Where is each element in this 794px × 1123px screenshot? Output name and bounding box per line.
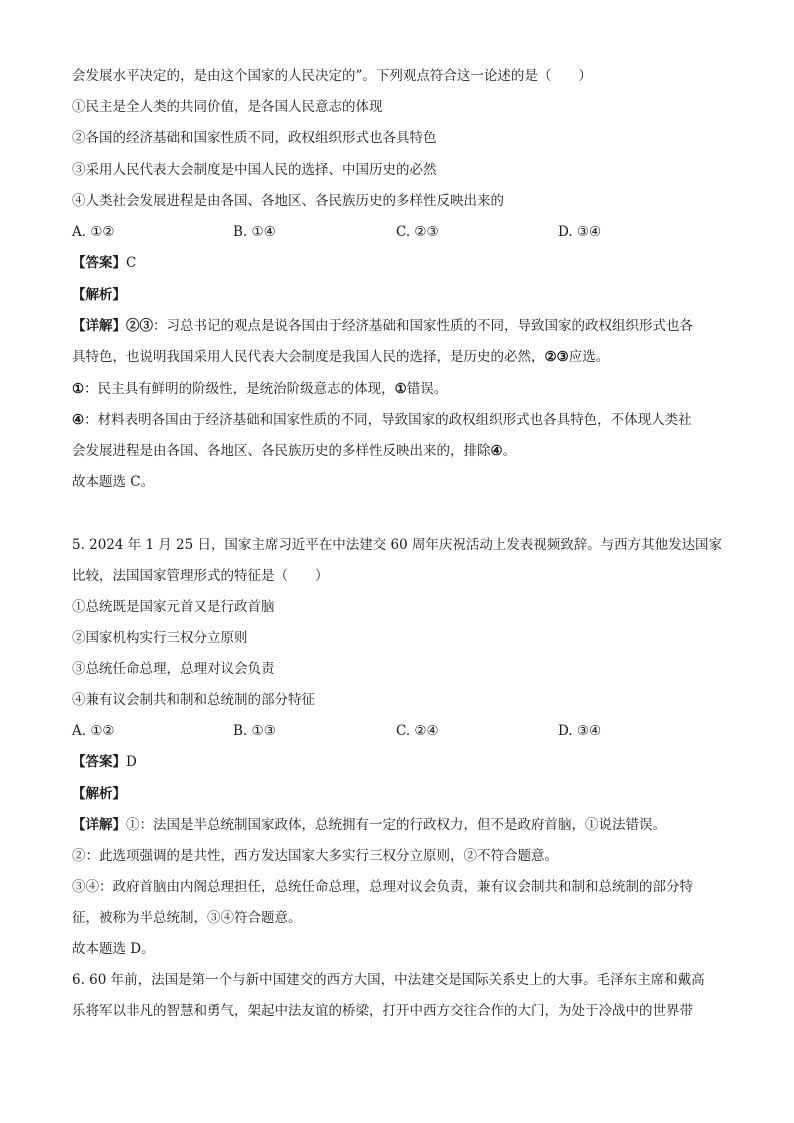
q5-option-a: A. ①②	[72, 723, 115, 739]
q5-detail-line-3: ③④：政府首脑由内阁总理担任，总统任命总理，总理对议会负责，兼有议会制共和制和总统制的部分特	[72, 879, 693, 895]
q5-item-4: ④兼有议会制共和制和总统制的部分特征	[72, 692, 315, 708]
q5-stem-line-1: 5. 2024 年 1 月 25 日，国家主席习近平在中法建交 60 周年庆祝活动上发表视频致辞。与西方其他发达国家	[72, 537, 723, 553]
q5-detail-line-2: ②：此选项强调的是共性，西方发达国家大多实行三权分立原则，②不符合题意。	[72, 848, 558, 864]
q5-answer: D	[126, 754, 137, 770]
q4-detail-line-5: 会发展进程是由各国、各地区、各民族历史的多样性反映出来的，排除④。	[72, 443, 517, 459]
q4-item-2: ②各国的经济基础和国家性质不同，政权组织形式也各具特色	[72, 130, 437, 146]
q4-answer-line	[72, 253, 136, 273]
q4-option-d: D. ③④	[558, 224, 602, 240]
q5-option-b: B. ①③	[233, 723, 276, 739]
q4-option-a: A. ①②	[72, 224, 115, 240]
q4-detail-line-4: ④：材料表明各国由于经济基础和国家性质的不同，导致国家的政权组织形式也各具特色，不体现人类社	[72, 412, 692, 428]
q4-answer-tag: 【答案】	[72, 255, 126, 271]
q4-detail-line-3: ①：民主具有鲜明的阶级性，是统治阶级意志的体现，①错误。	[72, 381, 448, 397]
q4-item-1: ①民主是全人类的共同价值，是各国人民意志的体现	[72, 99, 383, 115]
q4-item-4: ④人类社会发展进程是由各国、各地区、各民族历史的多样性反映出来的	[72, 193, 504, 209]
q4-option-c: C. ②③	[396, 224, 439, 240]
q4-answer: C	[126, 255, 137, 271]
q5-item-2: ②国家机构实行三权分立原则	[72, 630, 248, 646]
q6-stem-line-2: 乐将军以非凡的智慧和勇气，架起中法友谊的桥梁，打开中西方交往合作的大门，为处于冷战中的世界带	[72, 1003, 693, 1019]
q5-item-1: ①总统既是国家元首又是行政首脑	[72, 599, 275, 615]
q5-conclusion: 故本题选 D。	[72, 941, 155, 957]
q4-detail-line-2: 具特色，也说明我国采用人民代表大会制度是我国人民的选择，是历史的必然，②③应选。	[72, 349, 610, 365]
q5-detail-line-4: 征，被称为半总统制，③④符合题意。	[72, 910, 302, 926]
q4-analysis-tag: 【解析】	[72, 287, 126, 303]
q4-detail-line-1: 【详解】②③：习总书记的观点是说各国由于经济基础和国家性质的不同，导致国家的政权组织形式也各	[72, 318, 693, 334]
q5-answer-line	[72, 752, 137, 772]
q6-stem-line-1: 6. 60 年前，法国是第一个与新中国建交的西方大国，中法建交是国际关系史上的大事。毛泽东主席和戴高	[72, 972, 705, 988]
q4-stem-tail: 会发展水平决定的，是由这个国家的人民决定的”。下列观点符合这一论述的是（ ）	[72, 68, 592, 84]
q5-stem-line-2: 比较，法国国家管理形式的特征是（ ）	[72, 568, 329, 584]
q4-option-b: B. ①④	[233, 224, 276, 240]
q5-detail-tag: 【详解】	[72, 817, 126, 833]
q5-option-c: C. ②④	[396, 723, 439, 739]
q5-option-d: D. ③④	[558, 723, 602, 739]
q4-conclusion: 故本题选 C。	[72, 474, 155, 490]
q4-detail-tag: 【详解】	[72, 318, 126, 334]
q5-analysis-tag: 【解析】	[72, 786, 126, 802]
q5-item-3: ③总统任命总理，总理对议会负责	[72, 661, 275, 677]
q5-detail-line-1: 【详解】①：法国是半总统制国家政体，总统拥有一定的行政权力，但不是政府首脑，①说法错误。	[72, 817, 666, 833]
q4-item-3: ③采用人民代表大会制度是中国人民的选择、中国历史的必然	[72, 162, 437, 178]
q5-answer-tag: 【答案】	[72, 754, 126, 770]
